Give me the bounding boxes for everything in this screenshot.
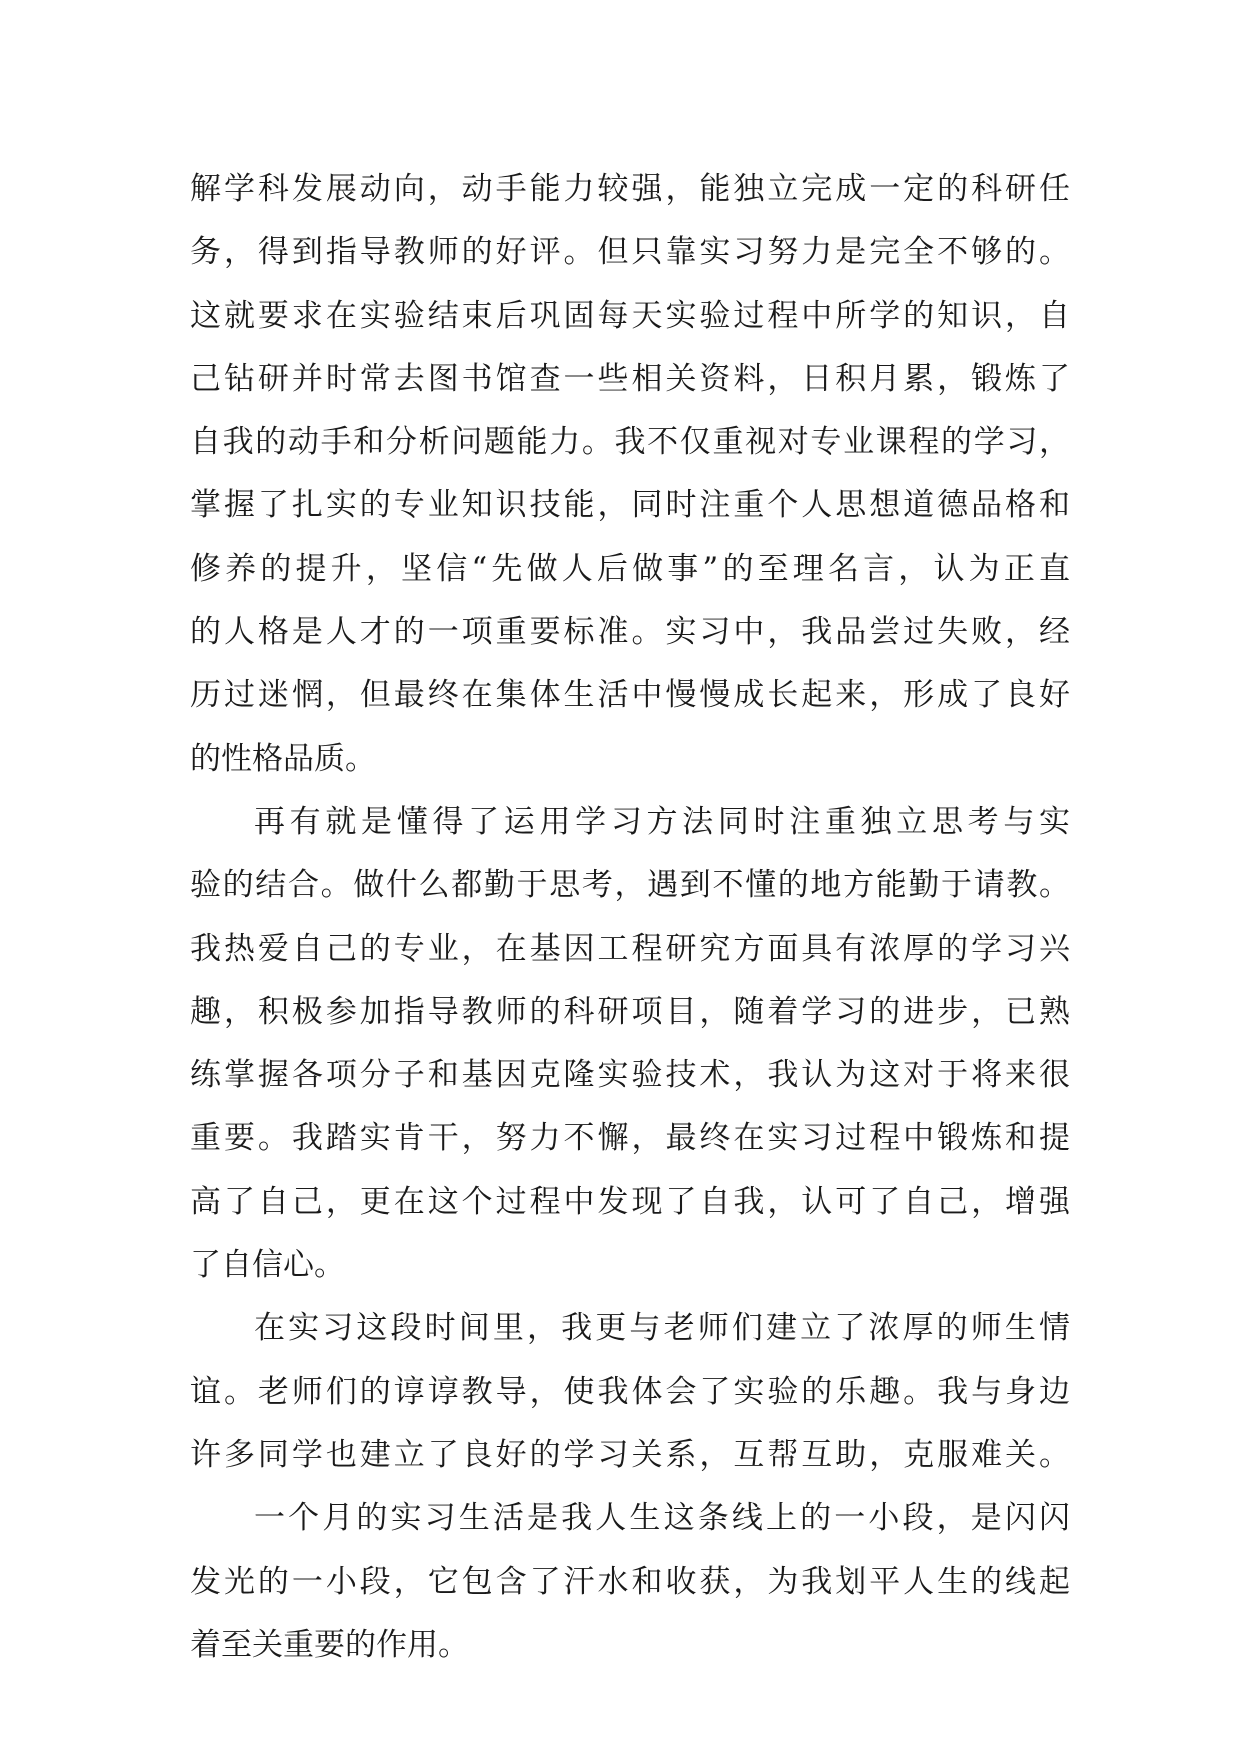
text-line: 一个月的实习生活是我人生这条线上的一小段，是闪闪 bbox=[254, 1500, 1070, 1537]
paragraph-4 bbox=[190, 1487, 1070, 1677]
text-line: 自我的动手和分析问题能力。我不仅重视对专业课程的学习， bbox=[190, 424, 1070, 461]
text-line: 掌握了扎实的专业知识技能，同时注重个人思想道德品格和 bbox=[190, 487, 1070, 524]
text-line: 解学科发展动向，动手能力较强，能独立完成一定的科研任 bbox=[190, 171, 1070, 207]
text-line: 许多同学也建立了良好的学习关系，互帮互助，克服难关。 bbox=[190, 1436, 1070, 1473]
text-line: 己钻研并时常去图书馆查一些相关资料，日积月累，锻炼了 bbox=[190, 360, 1070, 397]
text-line: 的人格是人才的一项重要标准。实习中，我品尝过失败，经 bbox=[190, 614, 1070, 651]
text-line: 重要。我踏实肯干，努力不懈，最终在实习过程中锻炼和提 bbox=[190, 1120, 1070, 1157]
text-line: 修养的提升，坚信“先做人后做事”的至理名言，认为正直 bbox=[190, 550, 1070, 587]
text-line: 历过迷惘，但最终在集体生活中慢慢成长起来，形成了良好 bbox=[190, 677, 1070, 714]
text-line: 练掌握各项分子和基因克隆实验技术，我认为这对于将来很 bbox=[190, 1057, 1070, 1094]
paragraph-3 bbox=[190, 1297, 1070, 1487]
text-line: 高了自己，更在这个过程中发现了自我，认可了自己，增强 bbox=[190, 1183, 1070, 1220]
text-line: 谊。老师们的谆谆教导，使我体会了实验的乐趣。我与身边 bbox=[190, 1373, 1070, 1410]
text-line: 的性格品质。 bbox=[190, 740, 376, 777]
paragraph-1 bbox=[190, 158, 1070, 791]
text-line: 趣，积极参加指导教师的科研项目，随着学习的进步，已熟 bbox=[190, 993, 1070, 1030]
text-line: 验的结合。做什么都勤于思考，遇到不懂的地方能勤于请教。 bbox=[190, 867, 1070, 904]
text-line: 这就要求在实验结束后巩固每天实验过程中所学的知识，自 bbox=[190, 297, 1070, 334]
paragraph-2 bbox=[190, 791, 1070, 1297]
text-line: 再有就是懂得了运用学习方法同时注重独立思考与实 bbox=[254, 803, 1070, 840]
text-line: 发光的一小段，它包含了汗水和收获，为我划平人生的线起 bbox=[190, 1563, 1070, 1600]
document-body bbox=[190, 158, 1070, 1677]
text-line: 在实习这段时间里，我更与老师们建立了浓厚的师生情 bbox=[254, 1310, 1070, 1347]
text-line: 务，得到指导教师的好评。但只靠实习努力是完全不够的。 bbox=[190, 234, 1070, 271]
text-line: 了自信心。 bbox=[190, 1247, 345, 1284]
text-line: 我热爱自己的专业，在基因工程研究方面具有浓厚的学习兴 bbox=[190, 930, 1070, 967]
text-line: 着至关重要的作用。 bbox=[190, 1626, 469, 1663]
